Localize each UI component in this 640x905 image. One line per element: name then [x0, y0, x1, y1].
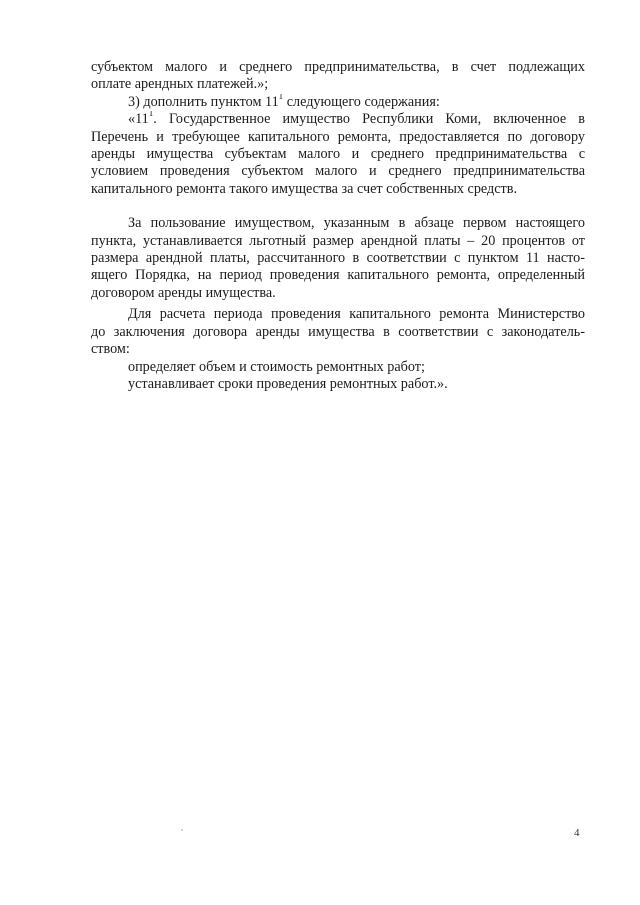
text-line: аренды имущества субъектам малого и среднего предпринимательства с: [91, 146, 585, 163]
paragraph-2: [91, 94, 585, 111]
text-line: условием проведения субъектом малого и среднего предпринимательства: [91, 163, 585, 180]
text-line: капитального ремонта такого имущества за счет собственных средств.: [91, 180, 517, 197]
text-line: За пользование имуществом, указанным в абзаце первом настоящего: [128, 215, 585, 232]
text-fragment: следующего содержания:: [283, 93, 440, 110]
paragraph-1: [91, 59, 585, 94]
superscript: 1: [148, 111, 154, 119]
paragraph-3: [91, 111, 585, 198]
scan-speck: [181, 829, 183, 831]
page-number: 4: [574, 827, 580, 839]
text-fragment: . Государственное имущество Республики Коми, включенное в: [153, 111, 585, 128]
paragraph-5: [91, 306, 585, 358]
text-line: оплате арендных платежей.»;: [91, 76, 269, 93]
document-body: [91, 59, 585, 393]
paragraph-7: [91, 376, 585, 393]
text-line: [91, 94, 585, 111]
text-line: ством:: [91, 341, 130, 358]
text-line: до заключения договора аренды имущества в соответствии с законодатель-: [91, 323, 585, 340]
text-fragment: 3) дополнить пунктом 11: [128, 93, 279, 110]
text-line: субъектом малого и среднего предпринимательства, в счет подлежащих: [91, 59, 585, 75]
paragraph-4: [91, 215, 585, 302]
superscript: 1: [278, 93, 284, 102]
text-line: пункта, устанавливается льготный размер арендной платы – 20 процентов от: [91, 232, 585, 249]
text-line: ящего Порядка, на период проведения капитального ремонта, определенный: [91, 267, 585, 284]
text-line: договором аренды имущества.: [91, 284, 276, 301]
paragraph-6: [91, 359, 585, 376]
text-line: определяет объем и стоимость ремонтных работ;: [128, 358, 425, 375]
text-line: размера арендной платы, рассчитанного в соответствии с пунктом 11 насто-: [91, 250, 585, 267]
text-line: Для расчета периода проведения капитального ремонта Министерство: [128, 306, 585, 323]
text-line: Перечень и требующее капитального ремонта, предоставляется по договору: [91, 128, 585, 145]
text-fragment: «11: [128, 111, 149, 128]
text-line: [91, 111, 585, 128]
text-line: устанавливает сроки проведения ремонтных работ.».: [128, 375, 448, 392]
